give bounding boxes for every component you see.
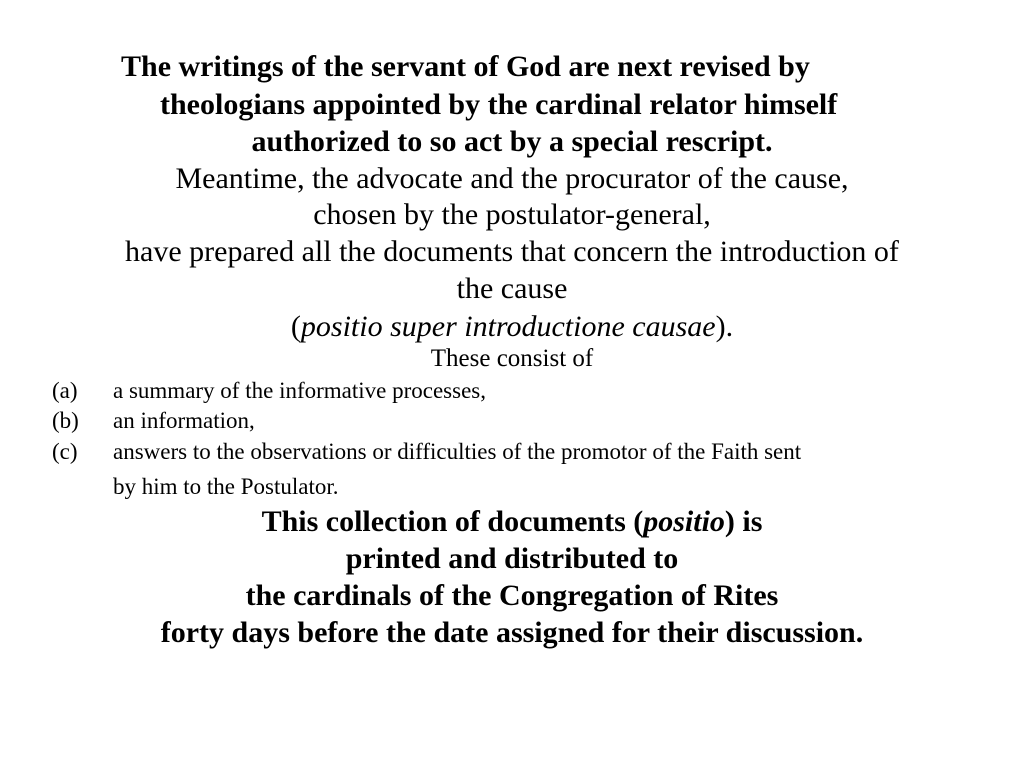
list-item-c-text: answers to the observations or difficulties of the promotor of the Faith sent [113, 439, 802, 464]
list-intro: These consist of [430, 345, 594, 372]
list-item-a-text: a summary of the informative processes, [113, 378, 486, 403]
para2-line3: have prepared all the documents that concern the introduction of [125, 235, 899, 268]
para2-line1: Meantime, the advocate and the procurator of the cause, [175, 162, 849, 195]
para1-line1: The writings of the servant of God are next revised by [121, 50, 810, 83]
para3-line2: printed and distributed to [345, 542, 679, 575]
list-item-a-label: (a) [52, 378, 78, 403]
para3-line1 [0, 507, 1024, 537]
para2-latin-term: positio super introductione causae [300, 310, 716, 343]
list-item-b-text: an information, [113, 408, 255, 433]
para2-line5 [0, 312, 1024, 342]
para2-open-paren: ( [290, 310, 301, 343]
para3-line1-before: This collection of documents ( [261, 505, 644, 538]
list-item-b-label: (b) [52, 408, 79, 433]
para1-line2: theologians appointed by the cardinal relator himself [160, 88, 838, 121]
para3-positio: positio [643, 505, 725, 538]
list-item-c-label: (c) [52, 439, 78, 464]
para2-close-paren: ). [715, 310, 734, 343]
para3-line3: the cardinals of the Congregation of Rites [245, 579, 779, 612]
list-item-c-text-cont: by him to the Postulator. [113, 474, 339, 499]
para2-line4: the cause [456, 272, 568, 305]
para2-line2: chosen by the postulator-general, [313, 198, 711, 231]
para3-line4: forty days before the date assigned for their discussion. [160, 616, 864, 649]
para1-line3: authorized to so act by a special rescript. [251, 125, 773, 158]
para3-line1-after: ) is [724, 505, 763, 538]
